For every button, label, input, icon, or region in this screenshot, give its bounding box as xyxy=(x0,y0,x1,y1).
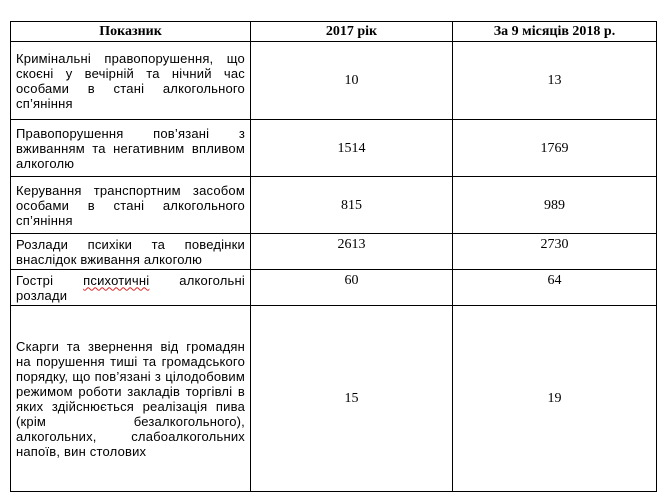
row-label-start: Гострі xyxy=(16,272,84,288)
spellcheck-flagged-word: психотичні xyxy=(83,272,150,288)
header-year-2017: 2017 рік xyxy=(251,22,453,42)
value-2017: 1514 xyxy=(251,120,453,177)
value-2018: 19 xyxy=(453,306,657,492)
value-2017: 815 xyxy=(251,177,453,234)
value-2017: 10 xyxy=(251,42,453,120)
table-row xyxy=(11,234,657,270)
value-2018: 2730 xyxy=(453,234,657,270)
header-9-months-2018: За 9 місяців 2018 р. xyxy=(453,22,657,42)
row-label-end: алкогольні розлади xyxy=(16,272,245,303)
table-row xyxy=(11,120,657,177)
table-row xyxy=(11,42,657,120)
table-row xyxy=(11,270,657,306)
value-2018: 64 xyxy=(453,270,657,306)
value-2017: 15 xyxy=(251,306,453,492)
value-2018: 989 xyxy=(453,177,657,234)
row-label: Скарги та звернення від громадян на порушення тиші та громадського порядку, що пов’язані з цілодобовим режимом роботи закладів торгівлі в яких здійснюється реалізація пива (крім безалкогольного), алкогольних, слабоалкогольних напоїв, вин столових xyxy=(11,306,251,492)
row-label: Розлади психіки та поведінки внаслідок вживання алкоголю xyxy=(11,234,251,270)
row-label: Керування транспортним засобом особами в стані алкогольного сп’яніння xyxy=(11,177,251,234)
value-2018: 13 xyxy=(453,42,657,120)
value-2018: 1769 xyxy=(453,120,657,177)
row-label: Кримінальні правопорушення, що скоєні у вечірній та нічний час особами в стані алкогольного сп’яніння xyxy=(11,42,251,120)
value-2017: 2613 xyxy=(251,234,453,270)
row-label: Правопорушення пов’язані з вживанням та негативним впливом алкоголю xyxy=(11,120,251,177)
value-2017: 60 xyxy=(251,270,453,306)
row-label xyxy=(11,270,251,306)
header-indicator: Показник xyxy=(11,22,251,42)
table-header-row xyxy=(11,22,657,42)
table-row xyxy=(11,177,657,234)
table-row xyxy=(11,306,657,492)
statistics-table xyxy=(10,21,657,492)
